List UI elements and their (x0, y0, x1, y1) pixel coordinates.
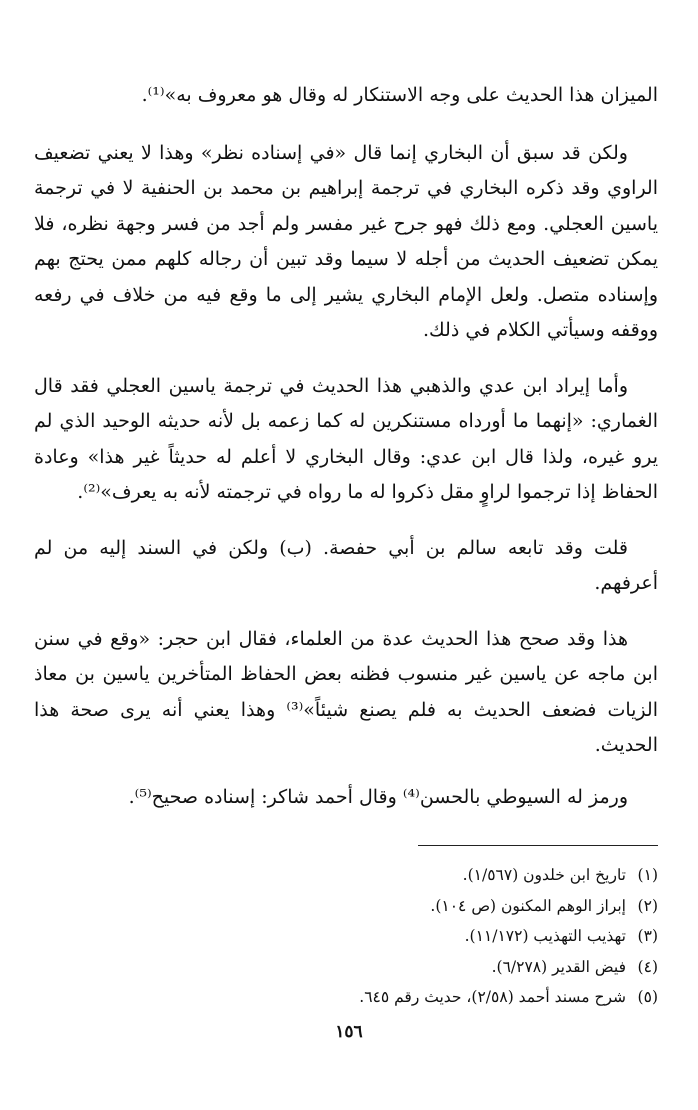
footnote-number: (٤) (637, 957, 658, 976)
footnote-divider (418, 845, 658, 846)
footnote-number: (٣) (637, 927, 658, 945)
footnote-text: فيض القدير (٦/٢٧٨). (491, 957, 626, 976)
footnote-item (34, 982, 658, 1013)
footnote-list (34, 860, 658, 1013)
paragraph-3: وأما إيراد ابن عدي والذهبي هذا الحديث في ترجمة ياسين العجلي فقد قال الغماري: «إنهما ما أورداه مستنكرين له كما زعمه بل لأنه حديثه الوحيد الذي لم يرو غيره، ولذا قال ابن عدي: وقال البخاري لا أعلم له حديثاً غير هذا» وعادة الحفاظ إذا ترجموا لراوٍ مقل ذكروا له ما رواه في ترجمته لأنه به يعرف»⁽²⁾. (34, 374, 658, 503)
page-number: ١٥٦ (335, 1022, 363, 1042)
footnote-item (34, 891, 658, 922)
footnote-item (34, 921, 658, 952)
paragraph-4: قلت وقد تابعه سالم بن أبي حفصة. (ب) ولكن في السند إليه من لم أعرفهم. (34, 536, 658, 594)
footnote-text: شرح مسند أحمد (٢/٥٨)، حديث رقم ٦٤٥. (359, 988, 626, 1006)
paragraph-2: ولكن قد سبق أن البخاري إنما قال «في إسناده نظر» وهذا لا يعني تضعيف الراوي وقد ذكره البخاري في ترجمة إبراهيم بن محمد بن الحنفية لا في ترجمة ياسين العجلي. ومع ذلك فهو جرح غير مفسر ولم أجد من فسر وجهة نظره، فلا يمكن تضعيف الحديث من أجله لا سيما وقد تبين أن رجاله كلهم ممن يحتج بهم وإسناده متصل. ولعل الإمام البخاري يشير إلى ما وقع فيه من خلاف في رفعه ووقفه وسيأتي الكلام في ذلك. (34, 141, 658, 341)
footnote-item (34, 952, 658, 983)
footnote-number: (٢) (637, 896, 658, 915)
paragraph-5: هذا وقد صحح هذا الحديث عدة من العلماء، فقال ابن حجر: «وقع في سنن ابن ماجه عن ياسين غير منسوب فظنه بعض الحفاظ المتأخرين ياسين بن معاذ الزيات فضعف الحديث به فلم يصنع شيئاً»⁽³⁾ وهذا يعني أنه يرى صحة هذا الحديث. (34, 627, 658, 756)
footnote-text: تاريخ ابن خلدون (١/٥٦٧). (462, 866, 626, 884)
footnote-text: تهذيب التهذيب (١١/١٧٢). (464, 927, 626, 945)
footnote-number: (٥) (637, 988, 658, 1006)
footnote-item (34, 860, 658, 891)
paragraph-1: الميزان هذا الحديث على وجه الاستنكار له وقال هو معروف به»⁽¹⁾. (141, 84, 658, 106)
footnote-number: (١) (637, 866, 658, 884)
book-page (34, 78, 658, 1013)
paragraph-6: ورمز له السيوطي بالحسن⁽⁴⁾ وقال أحمد شاكر: إسناده صحيح⁽⁵⁾. (128, 785, 628, 808)
footnote-text: إبراز الوهم المكنون (ص ١٠٤). (430, 896, 626, 915)
